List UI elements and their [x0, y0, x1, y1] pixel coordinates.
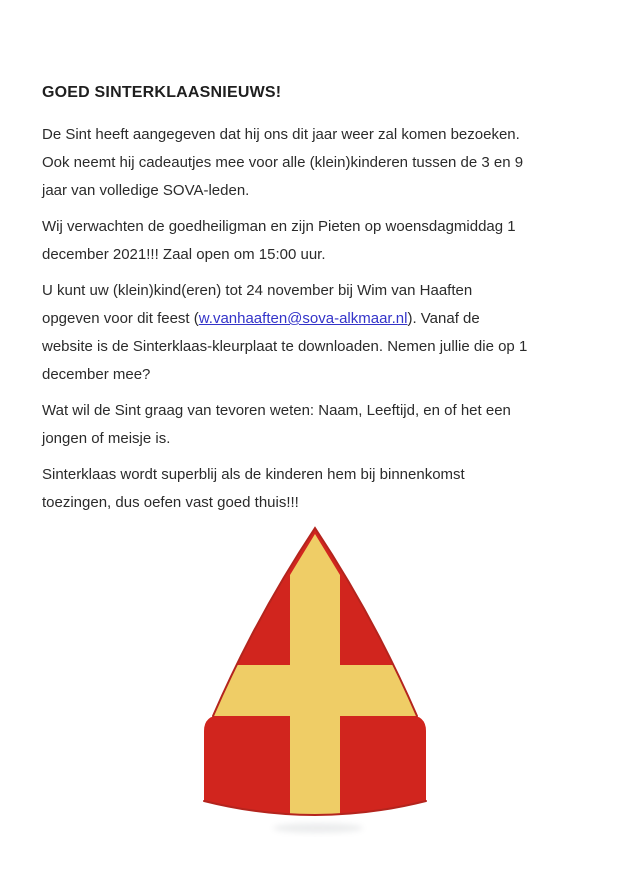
text-line: jongen of meisje is.: [42, 430, 171, 447]
document-content: [42, 78, 587, 842]
paragraph: [42, 213, 587, 269]
text-line: website is de Sinterklaas-kleurplaat te downloaden. Nemen jullie die op 1: [42, 338, 528, 355]
page-title: GOED SINTERKLAASNIEUWS!: [42, 84, 282, 101]
text-segment: opgeven voor dit feest (: [42, 310, 199, 327]
mitre-shadow: [273, 823, 363, 833]
text-line: De Sint heeft aangegeven dat hij ons dit jaar weer zal komen bezoeken.: [42, 126, 520, 143]
text-line: [42, 305, 587, 333]
text-line: december mee?: [42, 366, 151, 383]
text-segment: ). Vanaf de: [407, 310, 480, 327]
text-line: Sinterklaas wordt superblij als de kinderen hem bij binnenkomst: [42, 466, 465, 483]
cross-horizontal-bar: [202, 665, 428, 716]
mitre-figure: [42, 525, 587, 842]
text-line: Wij verwachten de goedheiligman en zijn Pieten op woensdagmiddag 1: [42, 218, 516, 235]
text-line: toezingen, dus oefen vast goed thuis!!!: [42, 494, 299, 511]
paragraph: [42, 461, 587, 517]
text-line: december 2021!!! Zaal open om 15:00 uur.: [42, 246, 326, 263]
paragraph: [42, 397, 587, 453]
text-line: Ook neemt hij cadeautjes mee voor alle (klein)kinderen tussen de 3 en 9: [42, 154, 524, 171]
text-line: jaar van volledige SOVA-leden.: [42, 182, 250, 199]
paragraph: [42, 121, 587, 205]
email-link[interactable]: w.vanhaaften@sova-alkmaar.nl: [198, 310, 408, 327]
text-line: U kunt uw (klein)kind(eren) tot 24 november bij Wim van Haaften: [42, 282, 473, 299]
sinterklaas-mitre-image: [200, 525, 430, 837]
paragraph: [42, 277, 587, 389]
text-line: Wat wil de Sint graag van tevoren weten: Naam, Leeftijd, en of het een: [42, 402, 511, 419]
